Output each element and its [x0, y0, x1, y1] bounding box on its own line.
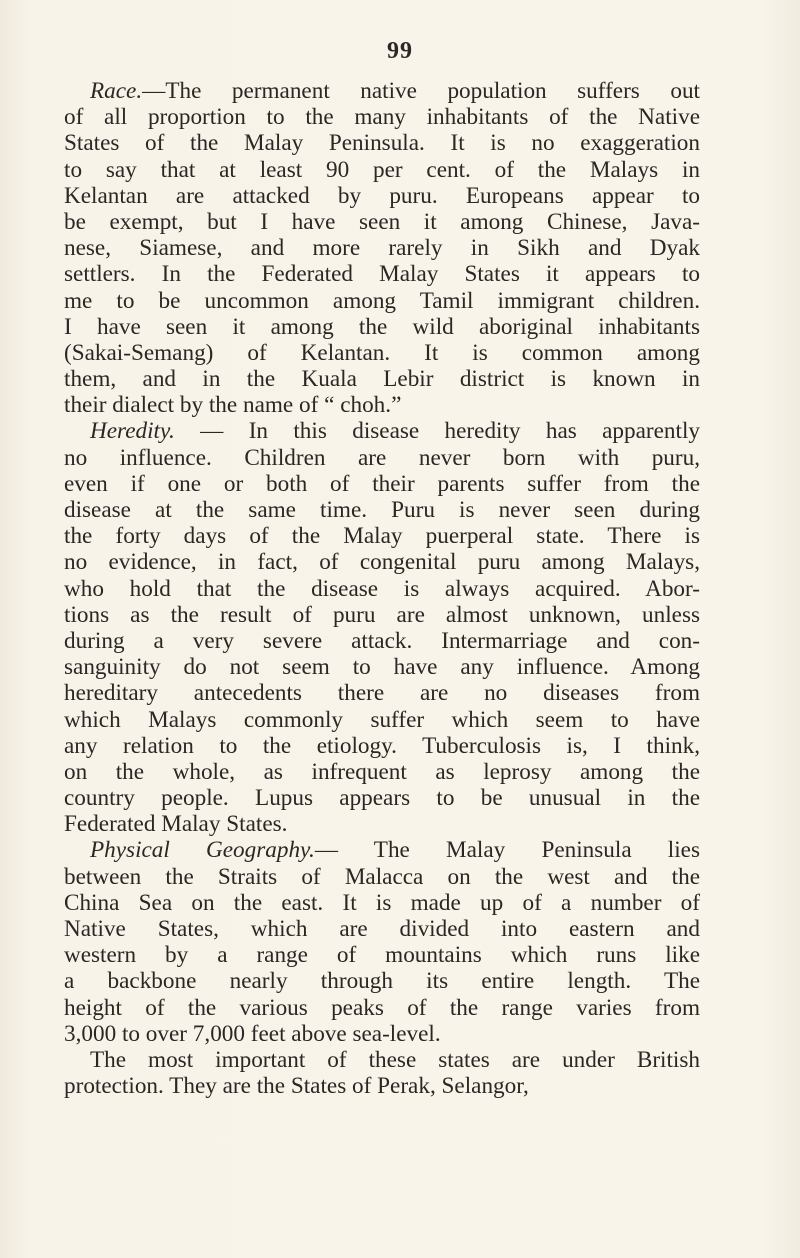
paragraph-race-line: to say that at least 90 per cent. of the Malays in [64, 156, 700, 183]
paragraph-heredity-line: hereditary antecedents there are no diseases from [64, 680, 700, 707]
paragraph-race-line: their dialect by the name of “ choh.” [64, 392, 402, 419]
paragraph-geography-line: between the Straits of Malacca on the west and the [64, 863, 700, 890]
paragraph-heredity-line: Federated Malay States. [64, 811, 288, 838]
paragraph-race-line: nese, Siamese, and more rarely in Sikh and Dyak [64, 235, 700, 262]
paragraph-geography-line: 3,000 to over 7,000 feet above sea-level. [64, 1020, 441, 1047]
paragraph-geography-line: Native States, which are divided into eastern and [64, 916, 700, 942]
paragraph-geography-line: western by a range of mountains which runs like [64, 942, 700, 969]
paragraph-heredity-line: sanguinity do not seem to have any influence. Among [64, 654, 700, 681]
section-heading-geography: Physical Geography. [90, 837, 315, 864]
paragraph-heredity-line: any relation to the etiology. Tuberculosis is, I think, [64, 732, 700, 759]
paragraph-heredity-line: tions as the result of puru are almost unknown, unless [64, 601, 700, 628]
paragraph-race-line: I have seen it among the wild aboriginal inhabitants [64, 313, 700, 340]
paragraph-race-line: (Sakai-Semang) of Kelantan. It is common among [64, 339, 700, 366]
paragraph-race-line: Kelantan are attacked by puru. Europeans appear to [64, 182, 700, 209]
paragraph-geography-line: a backbone nearly through its entire length. The [64, 968, 700, 995]
paragraph-race-line: Race.—The permanent native population suffers out [90, 78, 700, 104]
paragraph-heredity-line: Heredity. — In this disease heredity has apparently [90, 418, 700, 445]
paragraph-heredity-line: which Malays commonly suffer which seem to have [64, 706, 700, 733]
body-text [64, 78, 700, 1099]
paragraph-heredity-line: no evidence, in fact, of congenital puru among Malays, [64, 549, 700, 576]
paragraph-race-line: of all proportion to the many inhabitants of the Native [64, 104, 700, 131]
paragraph-geography-line: height of the various peaks of the range varies from [64, 994, 700, 1021]
section-heading-race: Race. [90, 78, 143, 104]
paragraph-race-line: States of the Malay Peninsula. It is no exaggeration [64, 130, 700, 157]
section-heading-heredity: Heredity. [90, 418, 175, 445]
paragraph-race-line: be exempt, but I have seen it among Chinese, Java- [64, 208, 700, 235]
paragraph-heredity-line: country people. Lupus appears to be unusual in the [64, 785, 700, 812]
paragraph-geography-line: Physical Geography.— The Malay Peninsula lies [90, 837, 700, 864]
paragraph-states-line: protection. They are the States of Perak, Selangor, [64, 1073, 529, 1100]
paragraph-states-line: The most important of these states are under British [90, 1046, 700, 1073]
paragraph-heredity-line: even if one or both of their parents suffer from the [64, 470, 700, 497]
paragraph-race-line: them, and in the Kuala Lebir district is known in [64, 366, 700, 393]
paragraph-heredity-line: during a very severe attack. Intermarriage and con- [64, 627, 700, 654]
page-number: 99 [387, 38, 413, 64]
paragraph-heredity-line: disease at the same time. Puru is never seen during [64, 497, 700, 523]
paragraph-heredity-line: the forty days of the Malay puerperal state. There is [64, 523, 700, 550]
paragraph-race-line: settlers. In the Federated Malay States it appears to [64, 261, 700, 288]
paragraph-heredity-line: who hold that the disease is always acquired. Abor- [64, 575, 700, 602]
paragraph-heredity-line: on the whole, as infrequent as leprosy among the [64, 758, 700, 785]
paragraph-heredity-line: no influence. Children are never born with puru, [64, 444, 700, 471]
paragraph-race-line: me to be uncommon among Tamil immigrant children. [64, 287, 700, 314]
paragraph-geography-line: China Sea on the east. It is made up of a number of [64, 889, 700, 916]
